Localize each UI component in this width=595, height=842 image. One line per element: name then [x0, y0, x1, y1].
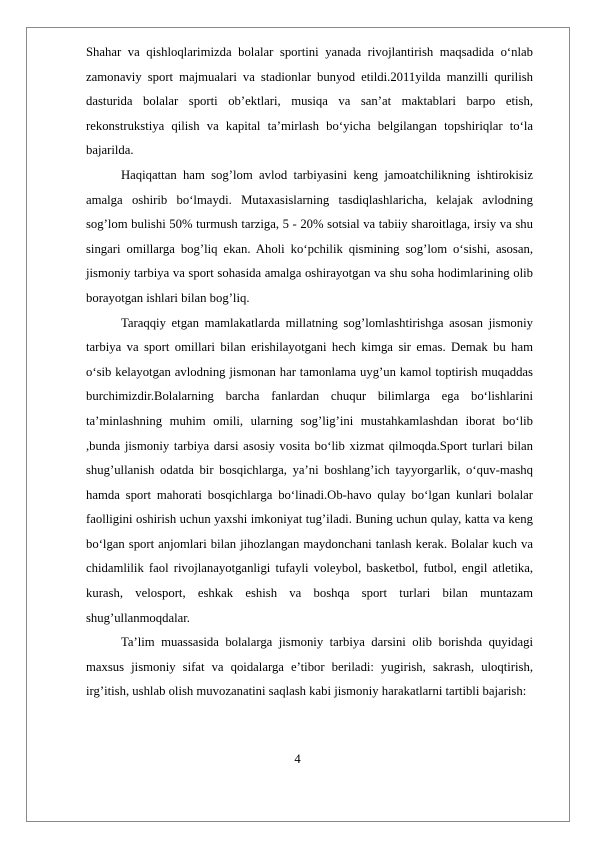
paragraph-1: Shahar va qishloqlarimizda bolalar sportini yanada rivojlantirish maqsadida o‘nlab zamonaviy sport majmualari va stadionlar bunyod etildi.2011yilda manzilli qurilish dasturida bolalar sporti ob’ektlari, musiqa va san’at maktablari barpo etish, rekonstrukstiya qilish va kapital ta’mirlash bo‘yicha belgilangan topshiriqlar to‘la bajarilda.: [86, 45, 533, 158]
paragraph-4: Ta’lim muassasida bolalarga jismoniy tarbiya darsini olib borishda quyidagi maxsus jismoniy sifat va qoidalarga e’tibor beriladi: yugirish, sakrash, uloqtirish, irg’itish, ushlab olish muvozanatini saqlash kabi jismoniy harakatlarni tartibli bajarish:: [86, 635, 533, 699]
paragraph-2: Haqiqattan ham sog’lom avlod tarbiyasini keng jamoatchilikning ishtirokisiz amalga oshirib bo‘lmaydi. Mutaxasislarning tasdiqlashlaricha, kelajak avlodning sog’lom bulishi 50% turmush tarziga, 5 - 20% sotsial va tabiiy sharoitlaga, irsiy va shu singari omillarga bog’liq ekan. Aholi ko‘pchilik qismining sog’lom o‘sishi, asosan, jismoniy tarbiya va sport sohasida amalga oshirayotgan va shu soha hodimlarining olib borayotgan ishlari bilan bog’liq.: [86, 167, 533, 305]
document-body: [86, 40, 533, 704]
page-number: 4: [294, 752, 301, 766]
paragraph-3: Taraqqiy etgan mamlakatlarda millatning sog’lomlashtirishga asosan jismoniy tarbiya va sport omillari bilan erishilayotgani hech kimga sir emas. Demak bu ham o‘sib kelayotgan avlodning jismonan har tamonlama uyg’un kamol toptirish muqaddas burchimizdir.Bolalarning barcha fanlardan chuqur bilimlarga ega bo‘lishlarini ta’minlashning muhim omili, ularning sog’lig’ini mustahkamlashdan iborat bo‘lib ,bunda jismoniy tarbiya darsi asosiy vosita bo‘lib xizmat qilmoqda.Sport turlari bilan shug’ullanish odatda bir bosqichlarga, ya’ni boshlang’ich tayyorgarlik, o‘quv-mashq hamda sport mahorati bosqichlarga bo‘linadi.Ob-havo qulay bo‘lgan kunlari bolalar faolligini oshirish uchun yaxshi imkoniyat tug’iladi. Buning uchun qulay, katta va keng bo‘lgan sport anjomlari bilan jihozlangan maydonchani tanlash kerak. Bolalar kuch va chidamlilik faol rivojlanayotganligi tufayli voleybol, basketbol, futbol, engil atletika, kurash, velosport, eshkak eshish va boshqa sport turlari bilan muntazam shug’ullanmoqdalar.: [86, 315, 533, 625]
